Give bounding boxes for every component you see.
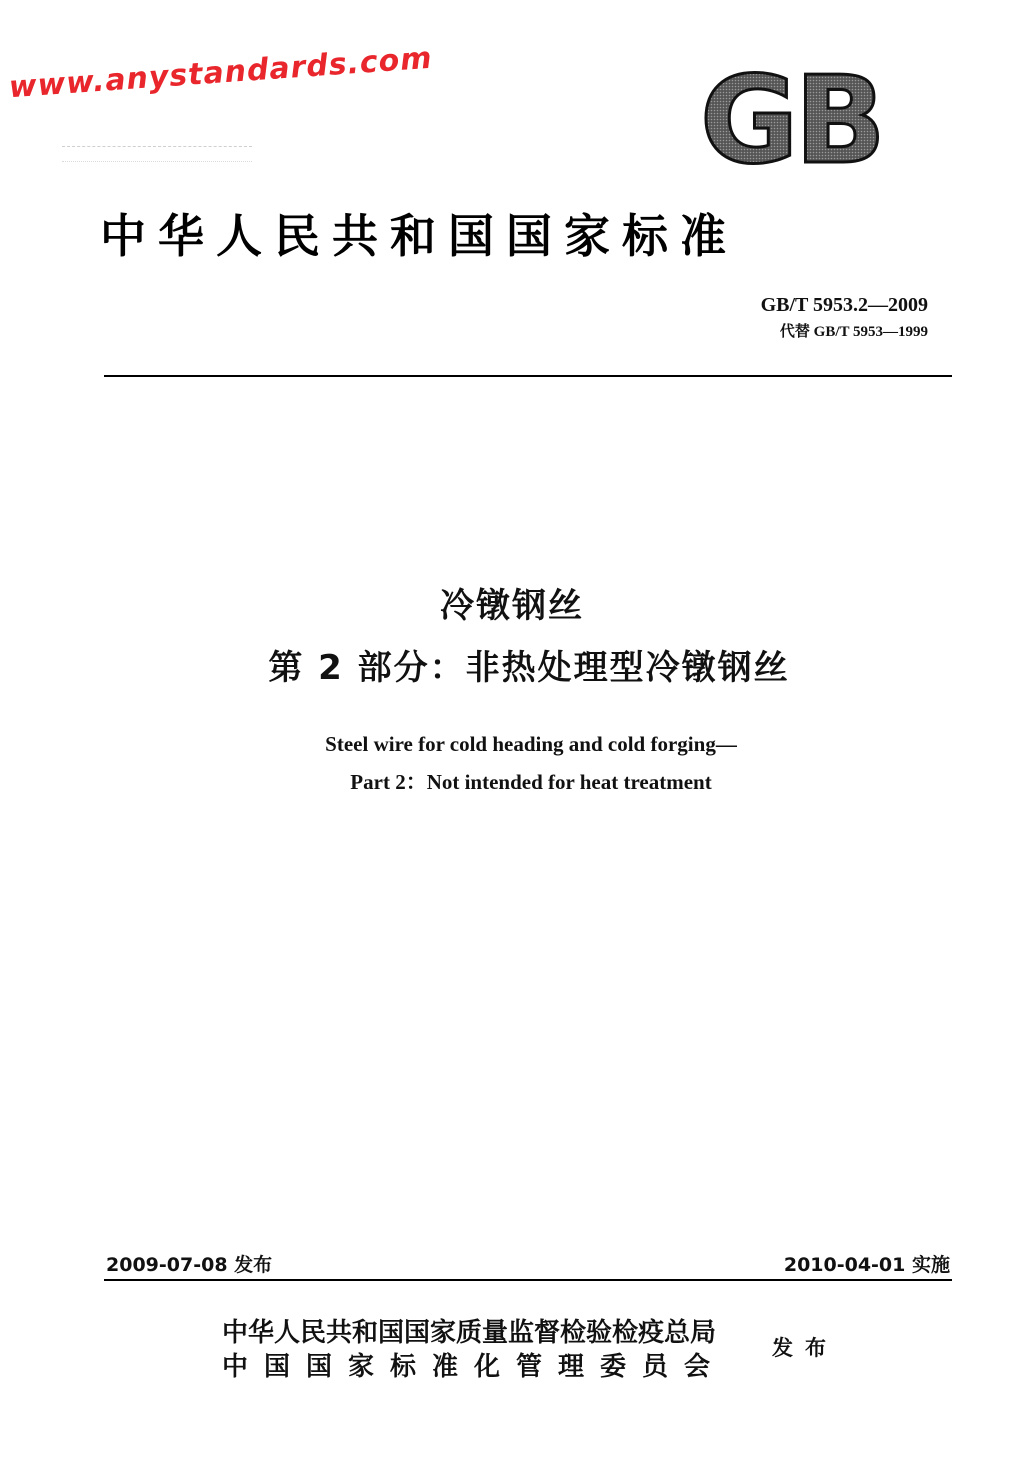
title-chinese-main: 冷镦钢丝 (440, 586, 584, 626)
footer-divider (104, 1279, 952, 1281)
national-standard-title: 中华人民共和国国家标准 (100, 209, 738, 263)
watermark-text: www.anystandards.com (7, 40, 434, 106)
issuer-action: 发布 (772, 1335, 838, 1360)
issuer-aqsiq: 中华人民共和国国家质量监督检验检疫总局 (222, 1318, 717, 1348)
title-chinese-part: 第 2 部分：非热处理型冷镦钢丝 (268, 648, 790, 688)
effective-date: 2010-04-01 实施 (783, 1254, 950, 1276)
gb-logo (686, 64, 896, 174)
scan-artifact (62, 146, 252, 162)
gb-national-standard-logo-icon (686, 64, 896, 174)
issuer-sac: 中国国家标准化管理委员会 (222, 1352, 727, 1382)
replaces-standard: 代替 GB/T 5953—1999 (779, 324, 928, 340)
title-english-part: Part 2：Not intended for heat treatment (350, 770, 712, 794)
standard-number: GB/T 5953.2—2009 (760, 294, 928, 316)
header-divider (104, 375, 952, 377)
watermark-url (6, 26, 506, 106)
issue-date: 2009-07-08 发布 (106, 1254, 273, 1276)
gb-logo-text: GB (700, 64, 882, 174)
title-english-main: Steel wire for cold heading and cold forging— (325, 732, 737, 756)
watermark-graphic (6, 26, 506, 106)
